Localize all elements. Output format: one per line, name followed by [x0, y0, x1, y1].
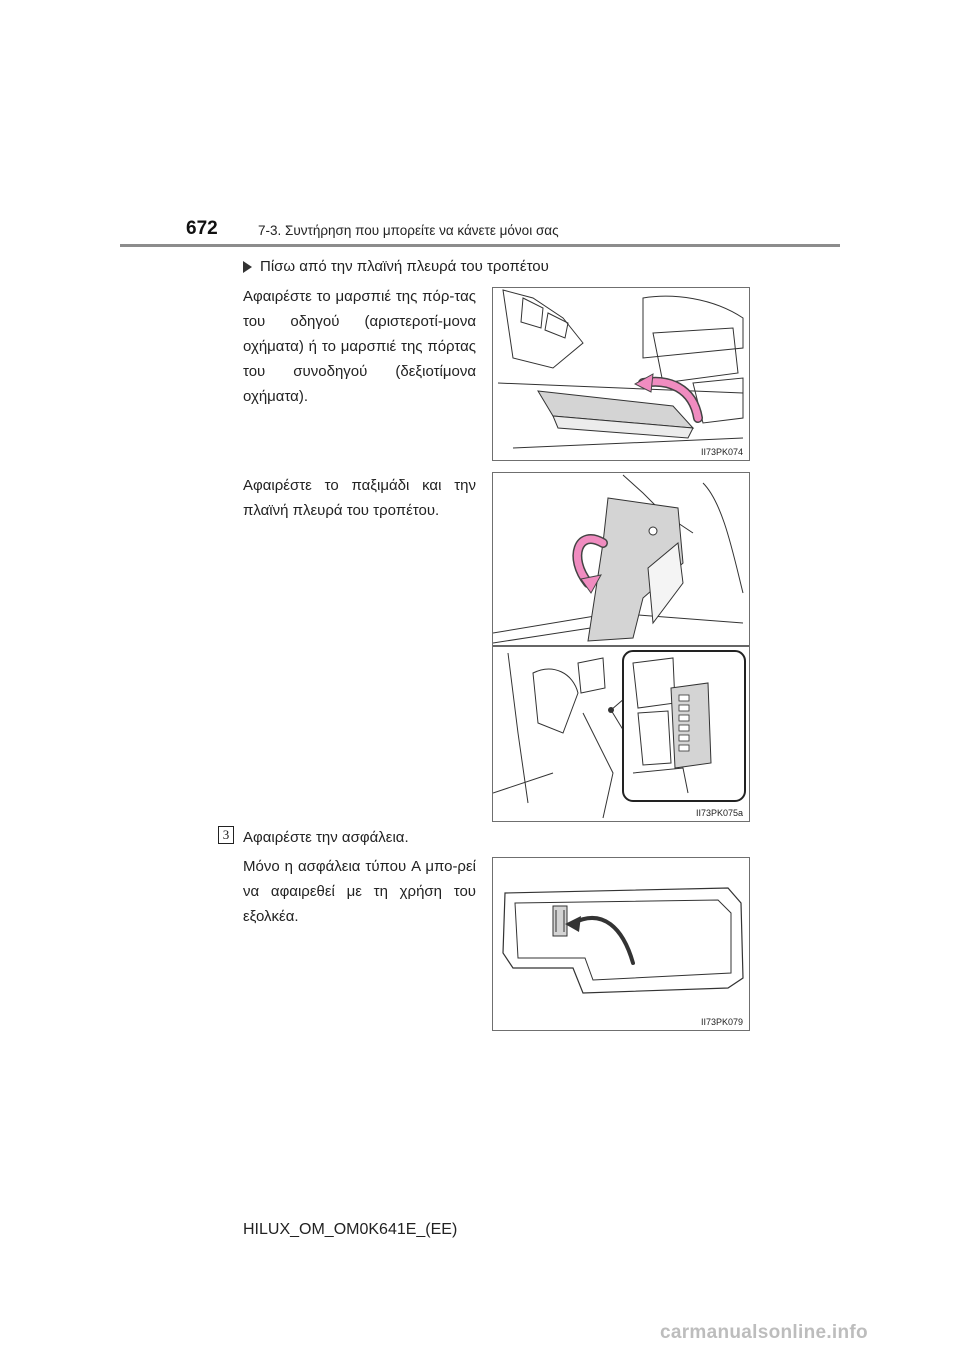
figure-code-1: II73PK074: [700, 447, 743, 457]
page-number: 672: [186, 218, 218, 239]
instruction-text-1: Αφαιρέστε το μαρσπιέ της πόρ-τας του οδηγού (αριστεροτί-μονα οχήματα) ή το μαρσπιέ της πόρτας του συνοδηγού (δεξιοτίμονα οχήματα).: [243, 288, 476, 405]
watermark-text: carmanualsonline.info: [660, 1322, 868, 1343]
sub-heading-text: Πίσω από την πλαϊνή πλευρά του τροπέτου: [260, 258, 549, 275]
door-scuff-illustration: [493, 288, 749, 460]
cowl-trim-illustration: [493, 473, 749, 821]
figure-code-3: II73PK079: [700, 1017, 743, 1027]
fuse-puller-illustration: [493, 858, 749, 1030]
instruction-text-2: Αφαιρέστε το παξιμάδι και την πλαϊνή πλευρά του τροπέτου.: [243, 477, 476, 519]
section-title: 7-3. Συντήρηση που μπορείτε να κάνετε μόνοι σας: [258, 223, 559, 238]
sub-heading: [243, 258, 549, 275]
figure-cowl-side-trim: [492, 472, 750, 822]
header-rule: [120, 244, 840, 247]
instruction-text-3: Αφαιρέστε την ασφάλεια.: [243, 829, 409, 846]
footer-doc-code: HILUX_OM_OM0K641E_(EE): [243, 1221, 458, 1238]
triangle-bullet-icon: [243, 261, 252, 273]
figure-code-2: II73PK075a: [695, 808, 743, 818]
figure-door-scuff-plate: [492, 287, 750, 461]
step-number-badge: 3: [218, 826, 234, 844]
instruction-text-4: Μόνο η ασφάλεια τύπου A μπο-ρεί να αφαιρεθεί με τη χρήση του εξολκέα.: [243, 858, 476, 925]
figure-fuse-puller: [492, 857, 750, 1031]
